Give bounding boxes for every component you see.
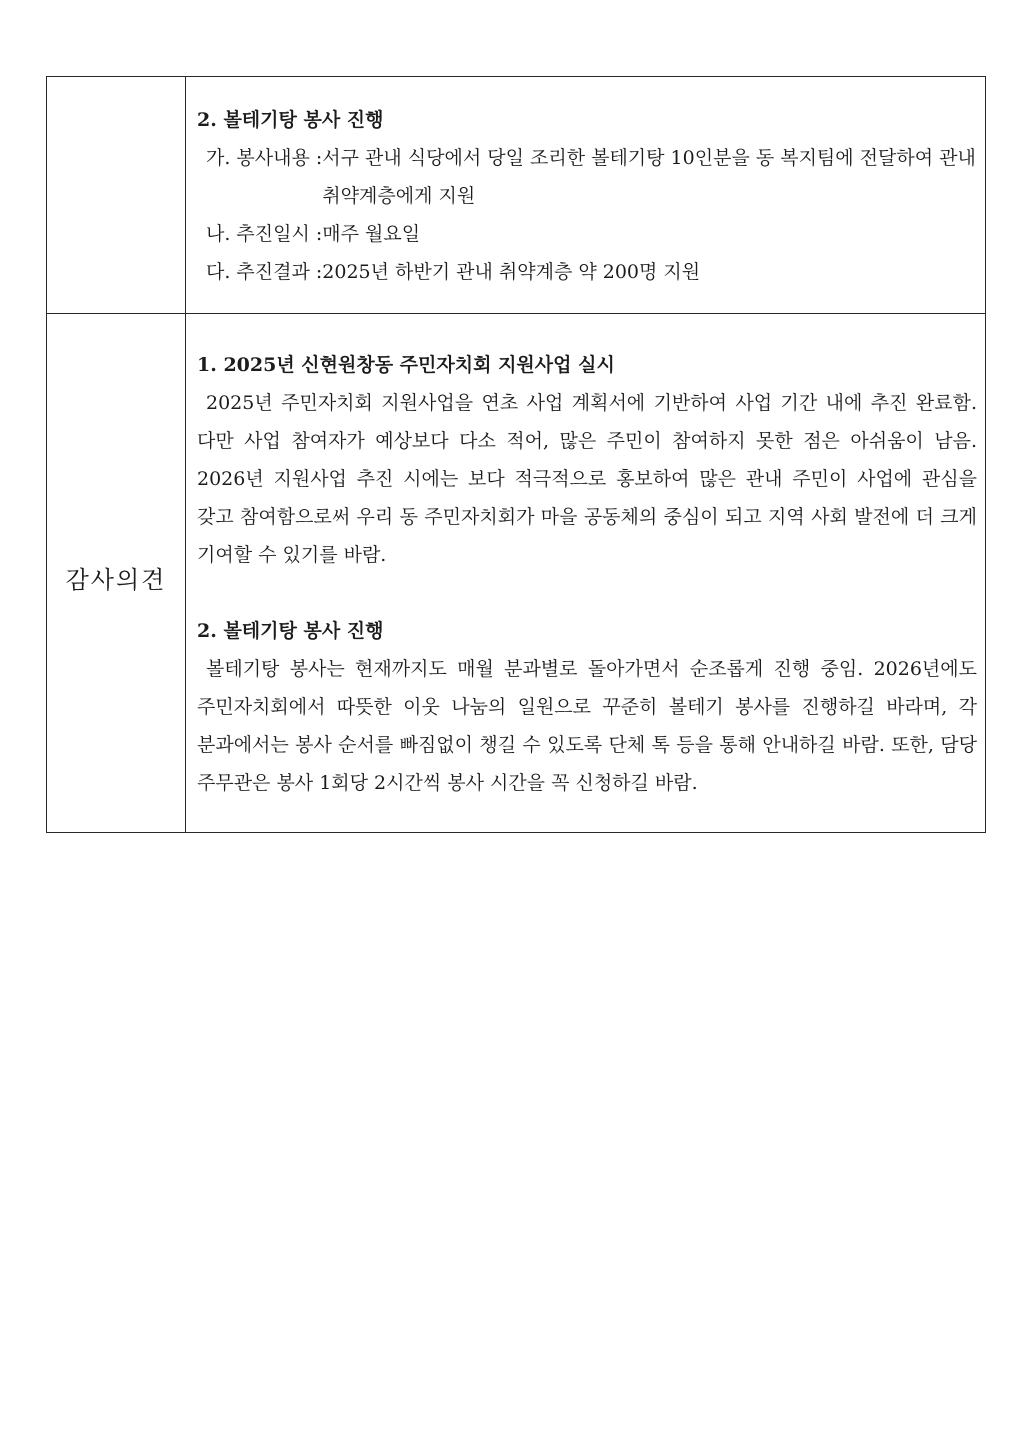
list-item [197,139,977,215]
table-row-volunteer [47,77,986,314]
item-key: 가. 봉사내용 : [206,147,323,169]
item-value: 매주 월요일 [322,223,421,245]
audit-heading-2: 2. 볼테기탕 봉사 진행 [197,620,384,642]
item-key: 다. 추진결과 : [206,261,323,283]
table-row-audit [47,314,986,833]
audit-label: 감사의견 [65,565,167,594]
audit-content-cell [186,314,986,833]
report-table [46,76,986,833]
audit-label-cell [47,314,186,833]
audit-content [186,314,985,832]
audit-paragraph-2: 볼테기탕 봉사는 현재까지도 매월 분과별로 돌아가면서 순조롭게 진행 중임. 2026년에도 주민자치회에서 따뜻한 이웃 나눔의 일원으로 꾸준히 볼테기 봉사를 진행하길 바라며, 각 분과에서는 봉사 순서를 빠짐없이 챙길 수 있도록 단체 톡 등을 통해 안내하길 바람. 또한, 담당 주무관은 봉사 1회당 2시간씩 봉사 시간을 꼭 신청하길 바람. [197,658,977,794]
volunteer-content-cell [186,77,986,314]
volunteer-content [186,77,985,313]
audit-heading-1: 1. 2025년 신현원창동 주민자치회 지원사업 실시 [197,354,615,376]
item-value: 2025년 하반기 관내 취약계층 약 200명 지원 [322,261,701,283]
spacer [197,574,977,612]
empty-label-cell [47,77,186,314]
section-heading: 2. 볼테기탕 봉사 진행 [197,109,384,131]
audit-paragraph-1: 2025년 주민자치회 지원사업을 연초 사업 계획서에 기반하여 사업 기간 내에 추진 완료함. 다만 사업 참여자가 예상보다 다소 적어, 많은 주민이 참여하지 못한 점은 아쉬움이 남음. 2026년 지원사업 추진 시에는 보다 적극적으로 홍보하여 많은 관내 주민이 사업에 관심을 갖고 참여함으로써 우리 동 주민자치회가 마을 공동체의 중심이 되고 지역 사회 발전에 더 크게 기여할 수 있기를 바람. [197,392,977,566]
list-item [197,253,977,291]
item-key: 나. 추진일시 : [206,223,323,245]
list-item [197,215,977,253]
item-value: 서구 관내 식당에서 당일 조리한 볼테기탕 10인분을 동 복지팀에 전달하여 관내 취약계층에게 지원 [322,147,976,207]
